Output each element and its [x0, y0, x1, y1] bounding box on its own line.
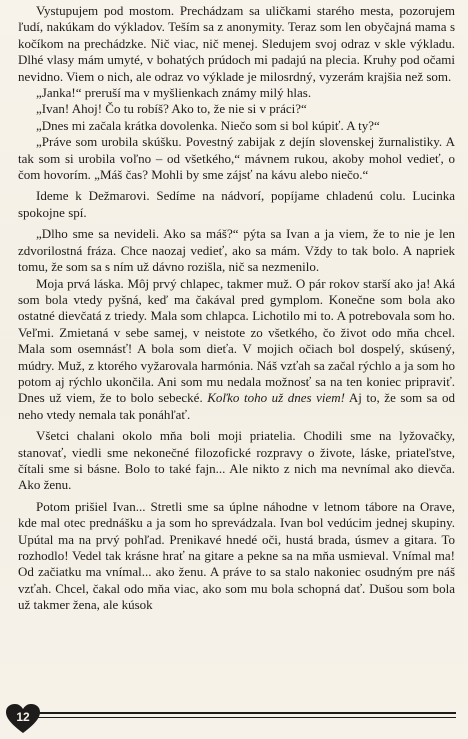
paragraph	[18, 428, 455, 494]
paragraph-text: „Ivan! Ahoj! Čo tu robíš? Ako to, že nie si v práci?“	[36, 101, 307, 117]
footer-rule-thick	[38, 712, 456, 714]
page-number: 12	[16, 710, 30, 724]
footer-rule-thin	[38, 717, 456, 718]
paragraph	[18, 3, 455, 85]
paragraph-text: Vystupujem pod mostom. Prechádzam sa uličkami starého mesta, pozorujem ľudí, nakúkam do výkladov. Teším sa z anonymity. Teraz som len obyčajná mama s kočíkom na prechádzke. Nič viac, nič menej. Sledujem svoj odraz v skle výkladu. Dlhé vlasy mám umyté, v bohatých prúdoch mi padajú na plecia. Kruhy pod očami nevidno. Viem o nich, ale odraz vo výklade je milosrdný, vyzerám krajšia než som.	[18, 3, 455, 84]
paragraph-text: Ideme k Dežmarovi. Sedíme na nádvorí, popíjame chladenú colu. Lucinka spokojne spí.	[18, 188, 455, 220]
paragraph	[18, 101, 455, 117]
italic-text: Koľko toho už dnes viem!	[207, 390, 345, 406]
paragraph-text: Potom prišiel Ivan... Stretli sme sa úplne náhodne v letnom tábore na Orave, kde mal otec prednášku a ja som ho sprevádzala. Ivan bol vedúcim jednej skupiny. Upútal ma na prvý pohľad. Prenikavé hnedé oči, hustá brada, úsmev a gitara. To rozhodlo! Vedel tak krásne hrať na gitare a pekne sa na mňa usmieval. Vnímal ma! Od začiatku ma vnímal... ako ženu. A práve to sa stalo nakoniec osudným pre náš vzťah. Chcel, čakal odo mňa viac, ako som mu bola schopná dať. Dušou som bola už takmer žena, ale kúsok	[18, 498, 455, 613]
paragraph-text: Aj to, že som sa od neho vtedy nemala tak ponáhľať.	[18, 390, 455, 422]
paragraph	[18, 188, 455, 221]
paragraph-text: „Dlho sme sa nevideli. Ako sa máš?“ pýta sa Ivan a ja viem, že to nie je len zdvorilostná fráza. Chce naozaj vedieť, ako sa mám. Vždy to tak bolo. A napriek tomu, že som sa s ním už dávno rozišla, nič sa nezmenilo.	[18, 226, 455, 275]
paragraph	[18, 499, 455, 614]
paragraph	[18, 276, 455, 424]
paragraph-text: „Práve som urobila skúšku. Povestný zabijak z dejín slovenskej žurnalistiky. A tak som si urobila voľno – od všetkého,“ mávnem rukou, akoby mohol vedieť, o čom hovorím. „Máš čas? Mohli by sme zájsť na kávu alebo niečo.“	[18, 134, 455, 183]
paragraph-text: „Dnes mi začala krátka dovolenka. Niečo som si bol kúpiť. A ty?“	[36, 117, 380, 133]
paragraph	[18, 85, 455, 101]
paragraph-text: Moja prvá láska. Môj prvý chlapec, takmer muž. O pár rokov starší ako ja! Aká som bola vtedy pyšná, keď ma čakával pred gymplom. Konečne som bola ako ostatné dievčatá z triedy. Mala som chlapca. Lichotilo mi to. A potrebovala som ho. Veľmi. Zmietaná v sebe samej, v neistote zo všetkého, čo život odo mňa chcel. Mala som osemnásť! A bola som dieťa. V mojich očiach bol dospelý, skúsený, múdry. Muž, z ktorého vyžarovala harmónia. Náš vzťah sa začal rýchlo a ja som ho potom aj rýchlo ukončila. Ani som mu nedala možnosť sa na ten koniec pripraviť. Dnes už viem, že to bolo sebecké.	[18, 275, 455, 406]
paragraph	[18, 226, 455, 275]
page-text	[18, 3, 455, 614]
paragraph-text: „Janka!“ preruší ma v myšlienkach známy milý hlas.	[36, 85, 312, 101]
paragraph	[18, 134, 455, 183]
paragraph	[18, 118, 455, 134]
page-footer	[0, 700, 468, 739]
paragraph-text: Všetci chalani okolo mňa boli moji priatelia. Chodili sme na lyžovačky, stanovať, viedli sme nekonečné filozofické rozpravy o živote, láske, priateľstve, čítali sme si básne. Bolo to také fajn... Ale nikto z nich ma nevnímal ako dievča. Ako ženu.	[18, 428, 455, 493]
